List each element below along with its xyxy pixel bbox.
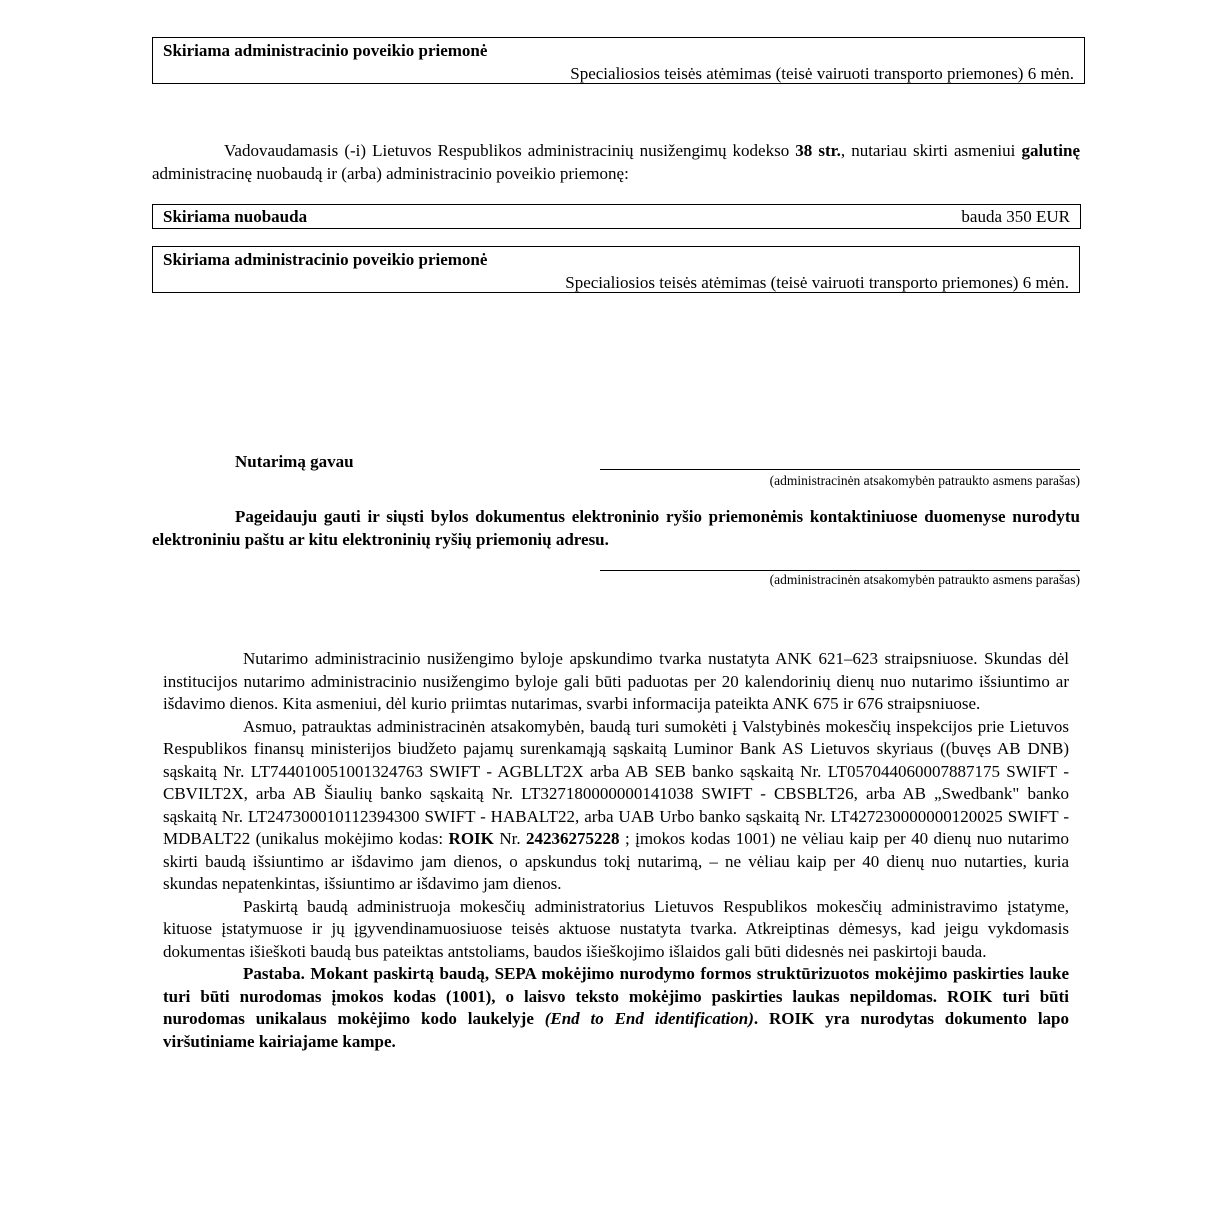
intro-part3: administracinę nuobaudą ir (arba) administracinio poveikio priemonę: [152,164,629,183]
intro-part2: , nutariau skirti asmeniui [840,141,1022,160]
measure-box-2-value: Specialiosios teisės atėmimas (teisė vairuoti transporto priemones) 6 mėn. [565,273,1069,292]
note-text-b: . ROIK yra nurodytas dokumento lapo viršutiniame kairiajame kampe. [163,1009,1069,1051]
electronic-signature-caption: (administracinėn atsakomybėn patraukto asmens parašas) [769,572,1080,587]
appeal-paragraph: Nutarimo administracinio nusižengimo byloje apskundimo tvarka nustatyta ANK 621–623 straipsniuose. Skundas dėl institucijos nutarimo administracinio nusižengimo byloje gali būti paduotas per 20 kalendorinių dienų nuo nutarimo išsiuntimo ar išdavimo dienos. Kita asmeniui, dėl kurio priimtas nutarimas, svarbi informacija pateikta ANK 675 ir 676 straipsniuose. [163,649,1069,713]
penalty-value: bauda 350 EUR [961,207,1070,226]
measure-box-2 [152,246,1080,293]
penalty-box [152,204,1081,229]
payment-text-a: Asmuo, patrauktas administracinėn atsakomybėn, baudą turi sumokėti į Valstybinės mokesčių inspekcijos prie Lietuvos Respublikos finansų ministerijos biudžeto pajamų surenkamąją sąskaitą Luminor Bank AS Lietuvos skyriaus ((buvęs AB DNB) sąskaitą Nr. LT744010051001324763 SWIFT - AGBLLT2X arba AB SEB banko sąskaitą Nr. LT057044060007887175 SWIFT - CBVILT2X, arba AB Šiaulių banko sąskaitą Nr. LT327180000000141038 SWIFT - CBSBLT26, arba AB „Swedbank" banko sąskaitą Nr. LT247300010112394300 SWIFT - HABALT22, arba UAB Urbo banko sąskaitą Nr. LT427230000000120025 SWIFT - MDBALT22 (unikalus mokėjimo kodas: [163,716,1069,848]
payment-nr: Nr. [493,829,527,848]
intro-paragraph [152,139,1080,185]
note-italic: (End to End identification) [544,1009,754,1028]
payment-paragraph [163,716,1069,896]
received-label: Nutarimą gavau [235,452,354,471]
administration-paragraph: Paskirtą baudą administruoja mokesčių administratorius Lietuvos Respublikos mokesčių administravimo įstatyme, kituose įstatymuose ir jų įgyvendinamuosiuose teisės aktuose nustatyta tvarka. Atkreiptinas dėmesys, kad jeigu vykdomasis dokumentas išieškoti baudą bus pateiktas antstoliams, baudos išieškojimo išlaidos gali būti didesnės nei paskirtoji bauda. [163,896,1069,961]
measure-box-1-value: Specialiosios teisės atėmimas (teisė vairuoti transporto priemones) 6 mėn. [570,64,1074,83]
payment-code: 24236275228 [526,829,620,848]
payment-text-b: ; įmokos kodas 1001) ne vėliau kaip per 40 dienų nuo nutarimo skirti baudą išsiuntimo ar išdavimo jam dienos, o apskundus tokį nutarimą, – ne vėliau kaip per 40 dienų nuo nutarties, kuria skundas nepatenkintas, išsiuntimo ar išdavimo jam dienos. [163,829,1070,893]
measure-box-2-title: Skiriama administracinio poveikio priemonė [163,250,488,269]
intro-part1: Vadovaudamasis (-i) Lietuvos Respublikos administracinių nusižengimų kodekso [224,141,796,160]
note-text-a: Pastaba. Mokant paskirtą baudą, SEPA mokėjimo nurodymo formos struktūrizuotos mokėjimo paskirties lauke turi būti nurodomas įmokos kodas (1001), o laisvo teksto mokėjimo paskirties laukas nepildomas. ROIK turi būti nurodomas unikalaus mokėjimo kodo laukelyje [163,964,1069,1028]
note-paragraph [163,963,1069,1053]
received-signature-line [600,469,1080,470]
measure-box-1 [152,37,1085,84]
electronic-consent: Pageidauju gauti ir siųsti bylos dokumentus elektroninio ryšio priemonėmis kontaktiniuose duomenyse nurodytu elektroniniu paštu ar kitu elektroninių ryšių priemonių adresu. [152,507,1080,549]
received-signature-caption: (administracinėn atsakomybėn patraukto asmens parašas) [769,473,1080,488]
roik-label: ROIK [448,829,494,848]
penalty-title: Skiriama nuobauda [163,207,308,226]
info-block [163,648,1069,1053]
intro-article: 38 str. [795,141,841,160]
measure-box-1-title: Skiriama administracinio poveikio priemonė [163,41,488,60]
electronic-signature-line [600,570,1080,571]
intro-final: galutinę [1021,141,1080,160]
